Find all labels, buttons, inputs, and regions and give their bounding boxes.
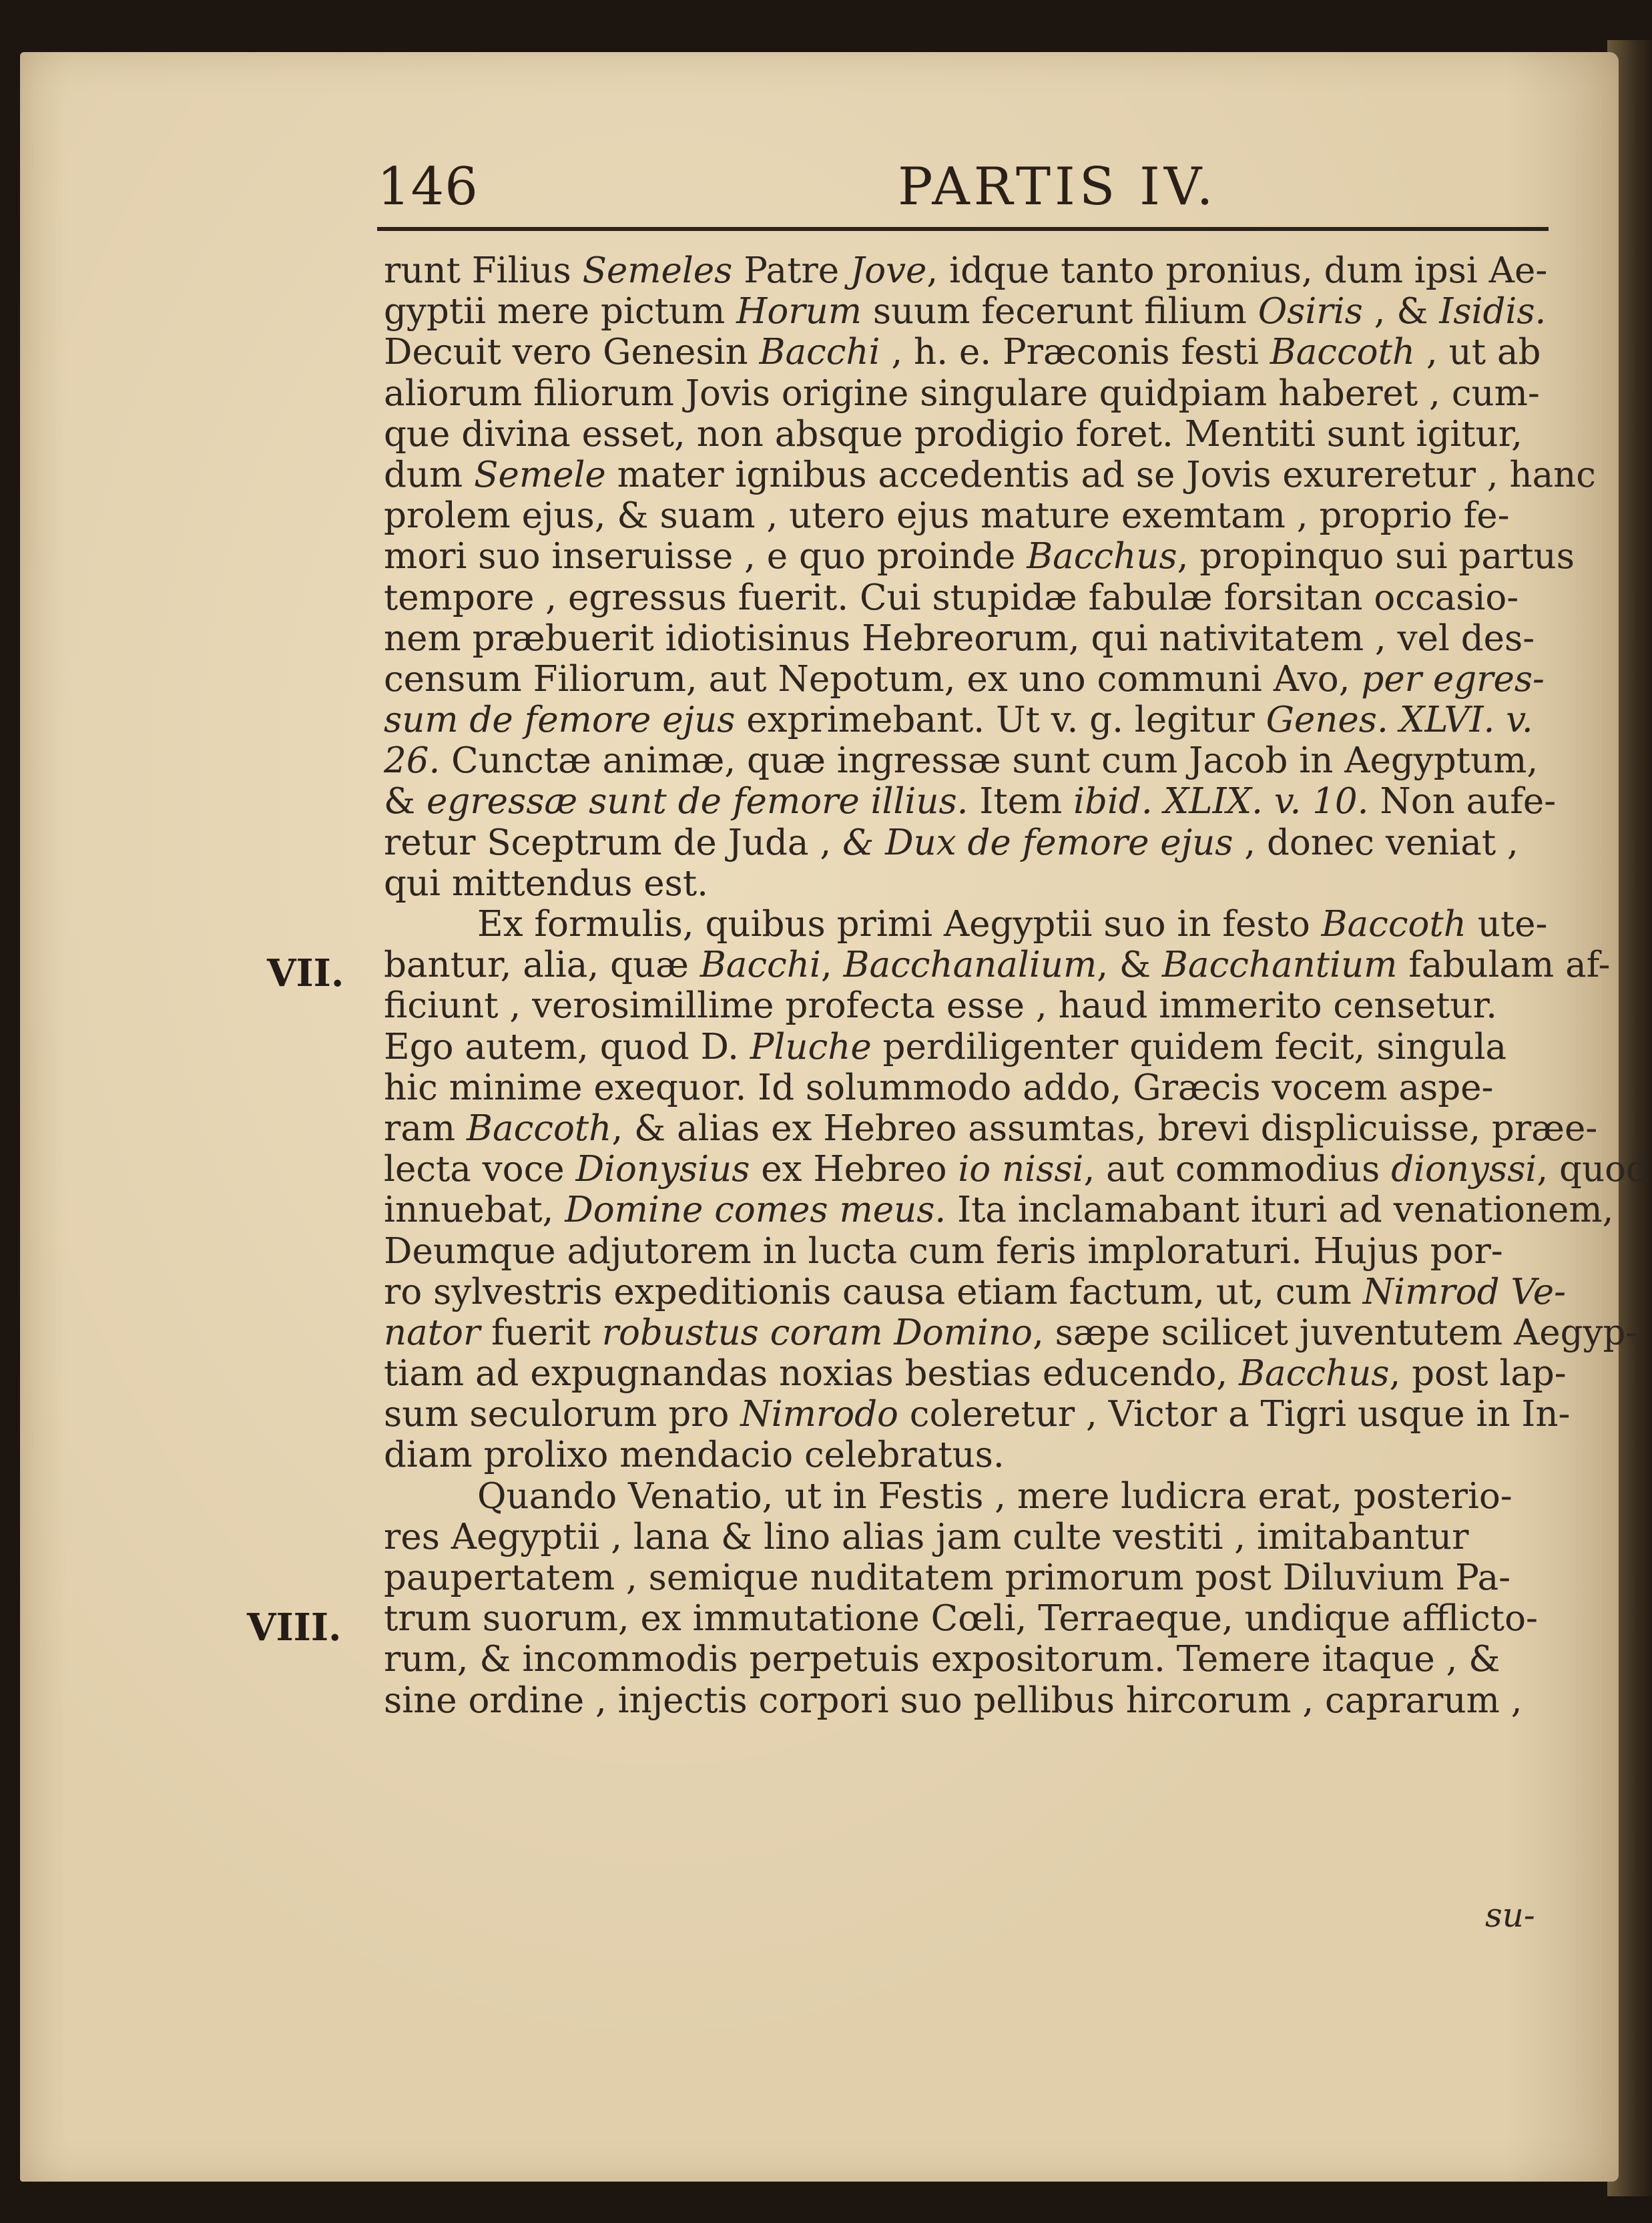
text-run: innuebat, <box>384 1190 565 1231</box>
text-run: qui mittendus est. <box>384 862 708 904</box>
text-run: tempore , egressus fuerit. Cui stupidæ fabulæ forsitan occasio- <box>384 577 1519 618</box>
text-run: diam prolixo mendacio celebratus. <box>384 1435 1005 1476</box>
text-line <box>384 1353 1567 1395</box>
italic-run: Bacchus <box>1239 1353 1390 1395</box>
text-line <box>384 904 1562 945</box>
text-line <box>384 332 1562 373</box>
text-line <box>384 373 1562 414</box>
text-run: fuerit <box>480 1312 602 1353</box>
italic-run: Bacchi <box>759 332 880 373</box>
italic-run: robustus coram Domino <box>601 1312 1033 1353</box>
italic-run: Horum <box>736 291 862 332</box>
page-header <box>377 157 1552 224</box>
text-line <box>384 1190 1614 1231</box>
text-run: ute- <box>1466 904 1548 945</box>
text-run: Decuit vero Genesin <box>384 332 760 373</box>
text-run: ram <box>384 1107 467 1149</box>
italic-run: Bacchantium <box>1161 945 1398 986</box>
text-run: res Aegyptii , lana & lino alias jam culte vestiti , imitabantur <box>384 1516 1469 1557</box>
text-run: que divina esset, non absque prodigio foret. Mentiti sunt igitur, <box>384 413 1523 455</box>
text-line <box>384 822 1562 863</box>
text-run: Patre <box>732 250 850 291</box>
text-run: , & alias ex Hebreo assumtas, brevi displicuisse, præe- <box>611 1107 1598 1149</box>
text-run: lecta voce <box>384 1149 576 1190</box>
text-run: tiam ad expugnandas noxias bestias educendo, <box>384 1353 1240 1395</box>
italic-run: Genes. XLVI. v. <box>1266 700 1533 741</box>
text-line <box>384 1312 1638 1353</box>
text-run: Cunctæ animæ, quæ ingressæ sunt cum Jacob in Aegyptum, <box>440 740 1539 782</box>
italic-run: sum de femore ejus <box>384 700 736 741</box>
text-run: mori suo inseruisse , e quo proinde <box>384 536 1027 577</box>
text-run: gyptii mere pictum <box>384 291 737 332</box>
text-line <box>384 700 1562 740</box>
italic-run: io nissi <box>958 1149 1084 1190</box>
text-run: censum Filiorum, aut Nepotum, ex uno communi Avo, <box>384 658 1362 700</box>
text-line <box>384 536 1575 577</box>
text-run: , idque tanto pronius, dum ipsi Ae- <box>926 250 1548 291</box>
text-line <box>384 1557 1562 1598</box>
italic-run: Pluche <box>750 1026 872 1067</box>
text-run: fabulam af- <box>1397 945 1611 986</box>
text-run: Ego autem, quod D. <box>384 1026 750 1067</box>
text-run: hic minime exequor. Id solummodo addo, Græcis vocem aspe- <box>384 1067 1494 1108</box>
italic-run: Nimrodo <box>740 1394 898 1435</box>
text-run: , donec veniat , <box>1233 822 1519 863</box>
text-line <box>384 1435 1562 1475</box>
italic-run: Semeles <box>582 250 733 291</box>
text-run: Quando Venatio, ut in Festis , mere ludicra erat, posterio- <box>477 1475 1512 1517</box>
text-run: dum <box>384 454 475 495</box>
text-run: ex Hebreo <box>750 1149 958 1190</box>
text-run: bantur, alia, quæ <box>384 945 700 986</box>
text-run: prolem ejus, & suam , utero ejus mature exemtam , proprio fe- <box>384 495 1510 537</box>
catchword: su- <box>1485 1896 1535 1935</box>
italic-run: nator <box>384 1312 481 1353</box>
italic-run: Nimrod Ve- <box>1362 1271 1567 1312</box>
text-run: trum suorum, ex immutatione Cœli, Terraeque, undique afflicto- <box>384 1598 1538 1640</box>
italic-run: Semele <box>474 454 606 495</box>
text-line <box>384 1639 1562 1680</box>
text-run: , quod <box>1537 1149 1649 1190</box>
text-line <box>384 945 1611 986</box>
text-run: , post lap- <box>1389 1353 1567 1395</box>
text-line <box>384 781 1562 822</box>
text-line <box>384 985 1562 1026</box>
text-run: , <box>820 945 844 986</box>
italic-run: & Dux de femore ejus <box>842 822 1233 863</box>
italic-run: Jove <box>850 250 927 291</box>
running-head: PARTIS IV. <box>898 157 1217 217</box>
text-line <box>384 414 1562 455</box>
text-run: Non aufe- <box>1368 781 1557 822</box>
italic-run: dionyssi <box>1391 1149 1537 1190</box>
text-run: Ex formulis, quibus primi Aegyptii suo in festo <box>477 904 1322 945</box>
text-run: , h. e. Præconis festi <box>880 332 1270 373</box>
text-run: , & <box>1097 945 1162 986</box>
text-run: , sæpe scilicet juventutem Aegyp- <box>1032 1312 1638 1353</box>
text-run: aliorum filiorum Jovis origine singulare quidpiam haberet , cum- <box>384 373 1540 414</box>
italic-run: Dionysius <box>575 1149 750 1190</box>
italic-run: Baccoth <box>1270 332 1416 373</box>
text-line <box>384 250 1562 291</box>
italic-run: 26. <box>384 740 441 782</box>
text-run: sum seculorum pro <box>384 1394 741 1435</box>
text-line <box>384 863 1562 904</box>
text-run: , aut commodius <box>1083 1149 1392 1190</box>
italic-run: Baccoth <box>467 1107 612 1149</box>
text-run: runt Filius <box>384 250 583 291</box>
text-run: ro sylvestris expeditionis causa etiam factum, ut, cum <box>384 1271 1363 1312</box>
text-run: mater ignibus accedentis ad se Jovis exureretur , hanc <box>605 454 1596 495</box>
text-line <box>384 454 1596 495</box>
margin-label-vii: VII. <box>267 951 344 995</box>
margin-label-viii: VIII. <box>247 1606 342 1650</box>
text-run: rum, & incommodis perpetuis expositorum. Temere itaque , & <box>384 1639 1500 1680</box>
text-line <box>384 1598 1562 1639</box>
text-line <box>384 618 1562 659</box>
text-run: , ut ab <box>1415 332 1541 373</box>
text-run: suum fecerunt filium <box>861 291 1258 332</box>
text-run: perdiligenter quidem fecit, singula <box>871 1026 1507 1067</box>
italic-run: ibid. XLIX. v. 10. <box>1073 781 1369 822</box>
italic-run: Baccoth <box>1321 904 1466 945</box>
text-line <box>384 659 1562 700</box>
text-run: , & <box>1362 291 1440 332</box>
text-run: sine ordine , injectis corpori suo pellibus hircorum , caprarum , <box>384 1680 1523 1721</box>
italic-run: egressæ sunt de femore illius. <box>427 781 969 822</box>
text-run: Item <box>968 781 1074 822</box>
text-line <box>384 1517 1562 1557</box>
text-run: ficiunt , verosimillime profecta esse , haud immerito censetur. <box>384 985 1497 1027</box>
text-line <box>384 1394 1571 1435</box>
text-line <box>384 740 1562 781</box>
italic-run: Bacchanalium <box>843 945 1097 986</box>
text-line <box>384 495 1562 536</box>
text-run: Deumque adjutorem in lucta cum feris imploraturi. Hujus por- <box>384 1230 1503 1272</box>
text-line <box>384 1107 1598 1149</box>
text-run: nem præbuerit idiotisinus Hebreorum, qui nativitatem , vel des- <box>384 618 1535 659</box>
text-run: & <box>384 781 427 822</box>
text-run: retur Sceptrum de Juda , <box>384 822 843 863</box>
body-text <box>384 250 1649 1721</box>
italic-run: per egres- <box>1361 658 1545 700</box>
page-number: 146 <box>377 157 479 217</box>
text-line <box>384 1149 1649 1190</box>
text-run: , propinquo sui partus <box>1177 536 1575 577</box>
text-line <box>384 1476 1562 1517</box>
italic-run: Bacchus <box>1027 536 1177 577</box>
italic-run: Bacchi <box>700 945 821 986</box>
text-line <box>384 1027 1562 1067</box>
text-line <box>384 1271 1567 1312</box>
text-line <box>384 291 1562 332</box>
italic-run: Isidis. <box>1439 291 1547 332</box>
text-run: paupertatem , semique nuditatem primorum post Diluvium Pa- <box>384 1557 1511 1598</box>
text-run: Ita inclamabant ituri ad venationem, <box>946 1190 1614 1231</box>
text-line <box>384 1680 1562 1721</box>
text-line <box>384 1231 1562 1272</box>
header-rule <box>377 227 1549 231</box>
italic-run: Osiris <box>1258 291 1363 332</box>
italic-run: Domine comes meus. <box>565 1190 946 1231</box>
text-run: exprimebant. Ut v. g. legitur <box>735 700 1266 741</box>
text-line <box>384 577 1562 618</box>
text-line <box>384 1067 1562 1108</box>
text-run: coleretur , Victor a Tigri usque in In- <box>898 1394 1571 1435</box>
